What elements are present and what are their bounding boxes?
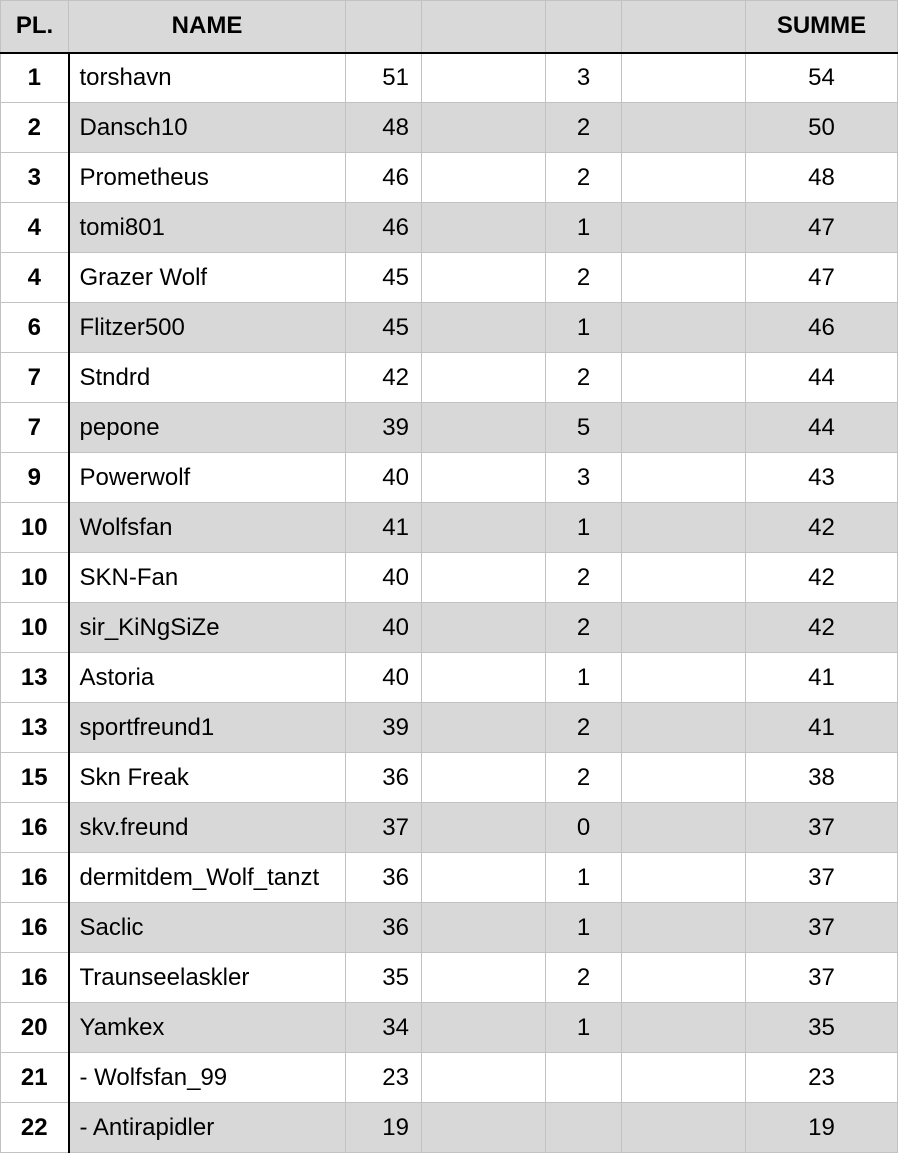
sum-cell: 47 xyxy=(746,203,898,253)
bonus-cell: 2 xyxy=(546,353,622,403)
empty-cell xyxy=(422,503,546,553)
name-cell: - Antirapidler xyxy=(69,1103,346,1153)
name-cell: Skn Freak xyxy=(69,753,346,803)
empty-cell xyxy=(622,953,746,1003)
sum-cell: 37 xyxy=(746,853,898,903)
sum-cell: 41 xyxy=(746,703,898,753)
place-cell: 6 xyxy=(1,303,69,353)
bonus-cell: 1 xyxy=(546,303,622,353)
bonus-cell: 0 xyxy=(546,803,622,853)
empty-cell xyxy=(622,453,746,503)
place-cell: 16 xyxy=(1,803,69,853)
place-cell: 20 xyxy=(1,1003,69,1053)
empty-cell xyxy=(422,403,546,453)
place-cell: 15 xyxy=(1,753,69,803)
empty-cell xyxy=(622,53,746,103)
table-row xyxy=(1,1003,898,1053)
sum-cell: 42 xyxy=(746,603,898,653)
sum-cell: 23 xyxy=(746,1053,898,1103)
points-cell: 36 xyxy=(346,853,422,903)
points-cell: 42 xyxy=(346,353,422,403)
sum-cell: 42 xyxy=(746,503,898,553)
table-row xyxy=(1,203,898,253)
table-body xyxy=(1,53,898,1153)
points-cell: 45 xyxy=(346,253,422,303)
place-cell: 16 xyxy=(1,853,69,903)
empty-cell xyxy=(622,203,746,253)
bonus-cell xyxy=(546,1053,622,1103)
place-cell: 13 xyxy=(1,653,69,703)
place-cell: 21 xyxy=(1,1053,69,1103)
header-col4 xyxy=(422,1,546,53)
name-cell: Astoria xyxy=(69,653,346,703)
place-cell: 4 xyxy=(1,253,69,303)
empty-cell xyxy=(622,1103,746,1153)
empty-cell xyxy=(422,903,546,953)
place-cell: 4 xyxy=(1,203,69,253)
empty-cell xyxy=(622,1053,746,1103)
bonus-cell: 1 xyxy=(546,853,622,903)
empty-cell xyxy=(422,853,546,903)
empty-cell xyxy=(622,803,746,853)
sum-cell: 19 xyxy=(746,1103,898,1153)
bonus-cell: 2 xyxy=(546,253,622,303)
points-cell: 41 xyxy=(346,503,422,553)
empty-cell xyxy=(622,253,746,303)
name-cell: Saclic xyxy=(69,903,346,953)
place-cell: 22 xyxy=(1,1103,69,1153)
header-sum: SUMME xyxy=(746,1,898,53)
bonus-cell: 1 xyxy=(546,503,622,553)
empty-cell xyxy=(622,853,746,903)
empty-cell xyxy=(422,203,546,253)
place-cell: 10 xyxy=(1,553,69,603)
points-cell: 40 xyxy=(346,603,422,653)
empty-cell xyxy=(622,903,746,953)
points-cell: 51 xyxy=(346,53,422,103)
points-cell: 39 xyxy=(346,703,422,753)
points-cell: 35 xyxy=(346,953,422,1003)
empty-cell xyxy=(422,603,546,653)
points-cell: 40 xyxy=(346,453,422,503)
points-cell: 34 xyxy=(346,1003,422,1053)
table-row xyxy=(1,353,898,403)
bonus-cell: 2 xyxy=(546,953,622,1003)
points-cell: 40 xyxy=(346,653,422,703)
empty-cell xyxy=(622,153,746,203)
empty-cell xyxy=(622,353,746,403)
place-cell: 9 xyxy=(1,453,69,503)
name-cell: dermitdem_Wolf_tanzt xyxy=(69,853,346,903)
sum-cell: 41 xyxy=(746,653,898,703)
bonus-cell: 2 xyxy=(546,153,622,203)
name-cell: sportfreund1 xyxy=(69,703,346,753)
bonus-cell: 2 xyxy=(546,553,622,603)
empty-cell xyxy=(422,53,546,103)
name-cell: Flitzer500 xyxy=(69,303,346,353)
table-row xyxy=(1,503,898,553)
table-header xyxy=(1,1,898,53)
name-cell: Traunseelaskler xyxy=(69,953,346,1003)
empty-cell xyxy=(422,803,546,853)
bonus-cell: 2 xyxy=(546,603,622,653)
place-cell: 2 xyxy=(1,103,69,153)
empty-cell xyxy=(622,103,746,153)
name-cell: tomi801 xyxy=(69,203,346,253)
sum-cell: 47 xyxy=(746,253,898,303)
place-cell: 13 xyxy=(1,703,69,753)
sum-cell: 35 xyxy=(746,1003,898,1053)
bonus-cell: 2 xyxy=(546,103,622,153)
table-row xyxy=(1,903,898,953)
place-cell: 16 xyxy=(1,903,69,953)
name-cell: Dansch10 xyxy=(69,103,346,153)
table-row xyxy=(1,953,898,1003)
empty-cell xyxy=(422,353,546,403)
place-cell: 16 xyxy=(1,953,69,1003)
table-row xyxy=(1,1103,898,1153)
sum-cell: 42 xyxy=(746,553,898,603)
place-cell: 7 xyxy=(1,403,69,453)
empty-cell xyxy=(422,553,546,603)
name-cell: torshavn xyxy=(69,53,346,103)
empty-cell xyxy=(422,153,546,203)
sum-cell: 44 xyxy=(746,403,898,453)
place-cell: 10 xyxy=(1,603,69,653)
points-cell: 36 xyxy=(346,753,422,803)
sum-cell: 44 xyxy=(746,353,898,403)
empty-cell xyxy=(422,653,546,703)
bonus-cell: 1 xyxy=(546,903,622,953)
bonus-cell: 1 xyxy=(546,1003,622,1053)
bonus-cell: 3 xyxy=(546,53,622,103)
points-cell: 46 xyxy=(346,153,422,203)
name-cell: skv.freund xyxy=(69,803,346,853)
empty-cell xyxy=(622,603,746,653)
points-cell: 19 xyxy=(346,1103,422,1153)
points-cell: 23 xyxy=(346,1053,422,1103)
table-row xyxy=(1,553,898,603)
name-cell: Grazer Wolf xyxy=(69,253,346,303)
points-cell: 40 xyxy=(346,553,422,603)
header-place: PL. xyxy=(1,1,69,53)
sum-cell: 46 xyxy=(746,303,898,353)
table-row xyxy=(1,453,898,503)
place-cell: 10 xyxy=(1,503,69,553)
table-row xyxy=(1,653,898,703)
sum-cell: 37 xyxy=(746,803,898,853)
sum-cell: 37 xyxy=(746,953,898,1003)
empty-cell xyxy=(422,1053,546,1103)
empty-cell xyxy=(422,1003,546,1053)
table-row xyxy=(1,703,898,753)
sum-cell: 38 xyxy=(746,753,898,803)
points-cell: 36 xyxy=(346,903,422,953)
table-row xyxy=(1,853,898,903)
header-name: NAME xyxy=(69,1,346,53)
name-cell: Stndrd xyxy=(69,353,346,403)
table-row xyxy=(1,753,898,803)
table-row xyxy=(1,1053,898,1103)
empty-cell xyxy=(422,753,546,803)
empty-cell xyxy=(622,503,746,553)
table-row xyxy=(1,603,898,653)
empty-cell xyxy=(622,753,746,803)
empty-cell xyxy=(422,703,546,753)
empty-cell xyxy=(422,953,546,1003)
empty-cell xyxy=(622,1003,746,1053)
place-cell: 7 xyxy=(1,353,69,403)
empty-cell xyxy=(622,403,746,453)
header-col3 xyxy=(346,1,422,53)
header-col6 xyxy=(622,1,746,53)
table-row xyxy=(1,303,898,353)
empty-cell xyxy=(622,653,746,703)
name-cell: pepone xyxy=(69,403,346,453)
name-cell: Wolfsfan xyxy=(69,503,346,553)
table-row xyxy=(1,253,898,303)
bonus-cell: 2 xyxy=(546,753,622,803)
bonus-cell xyxy=(546,1103,622,1153)
bonus-cell: 5 xyxy=(546,403,622,453)
header-col5 xyxy=(546,1,622,53)
sum-cell: 43 xyxy=(746,453,898,503)
sum-cell: 54 xyxy=(746,53,898,103)
place-cell: 3 xyxy=(1,153,69,203)
name-cell: Yamkex xyxy=(69,1003,346,1053)
empty-cell xyxy=(422,453,546,503)
sum-cell: 37 xyxy=(746,903,898,953)
table-row xyxy=(1,403,898,453)
points-cell: 37 xyxy=(346,803,422,853)
bonus-cell: 2 xyxy=(546,703,622,753)
name-cell: sir_KiNgSiZe xyxy=(69,603,346,653)
name-cell: Prometheus xyxy=(69,153,346,203)
empty-cell xyxy=(622,303,746,353)
table-row xyxy=(1,153,898,203)
sum-cell: 50 xyxy=(746,103,898,153)
empty-cell xyxy=(422,103,546,153)
empty-cell xyxy=(422,1103,546,1153)
name-cell: SKN-Fan xyxy=(69,553,346,603)
bonus-cell: 3 xyxy=(546,453,622,503)
name-cell: - Wolfsfan_99 xyxy=(69,1053,346,1103)
empty-cell xyxy=(422,303,546,353)
sum-cell: 48 xyxy=(746,153,898,203)
points-cell: 39 xyxy=(346,403,422,453)
points-cell: 48 xyxy=(346,103,422,153)
table-row xyxy=(1,103,898,153)
table-row xyxy=(1,803,898,853)
empty-cell xyxy=(422,253,546,303)
points-cell: 46 xyxy=(346,203,422,253)
bonus-cell: 1 xyxy=(546,653,622,703)
place-cell: 1 xyxy=(1,53,69,103)
empty-cell xyxy=(622,703,746,753)
bonus-cell: 1 xyxy=(546,203,622,253)
points-cell: 45 xyxy=(346,303,422,353)
header-row xyxy=(1,1,898,53)
name-cell: Powerwolf xyxy=(69,453,346,503)
empty-cell xyxy=(622,553,746,603)
table-row xyxy=(1,53,898,103)
